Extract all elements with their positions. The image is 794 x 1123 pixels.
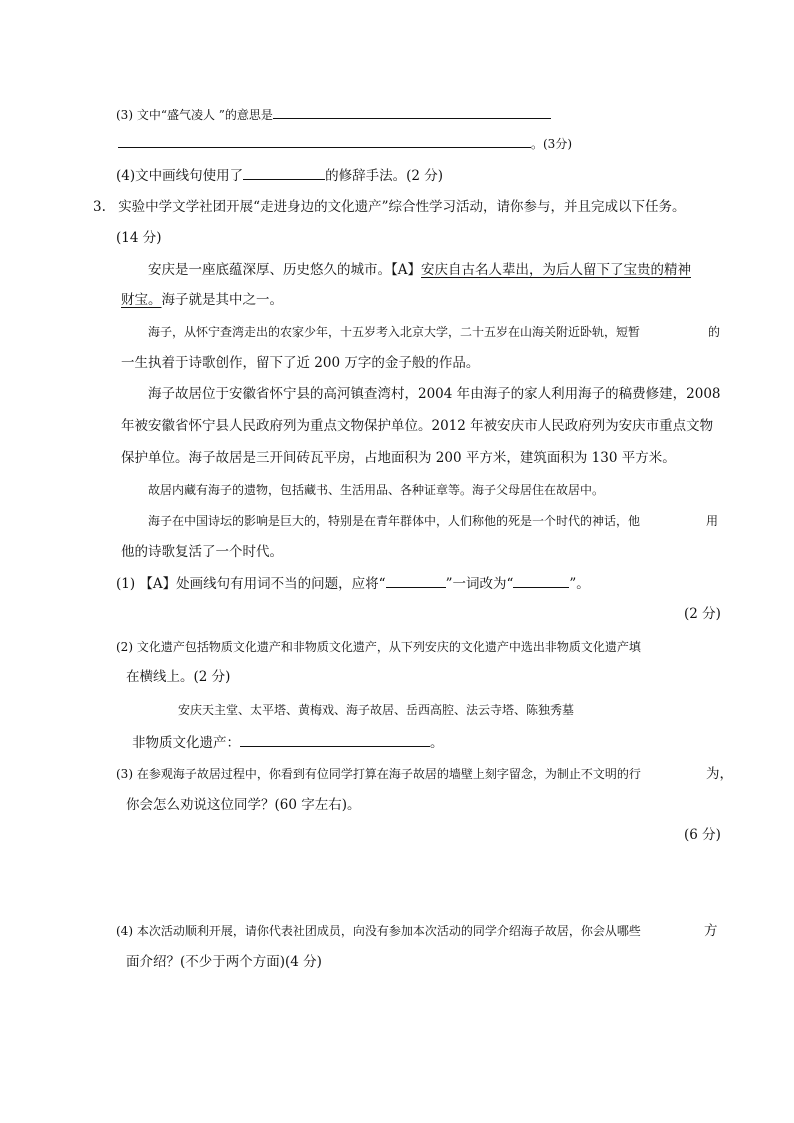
q2-sub4-prefix: (4)文中画线句使用了 (116, 168, 244, 184)
q3-sub4-line-b: 面介绍？(不少于两个方面)(4 分) (126, 954, 322, 970)
q2-sub3-answer-blank-1[interactable] (273, 104, 551, 119)
passage-p5-a-end: 用 (706, 514, 719, 528)
q3-sub1-mid: ”一词改为“ (445, 576, 514, 592)
passage-p1-tail: 海子就是其中之一。 (161, 292, 283, 308)
q3-intro: 实验中学文学社团开展“走进身边的文化遗产”综合性学习活动，请你参与，并且完成以下任务。 (118, 199, 686, 215)
passage-p1-plain: 安庆是一座底蕴深厚、历史悠久的城市。 (148, 262, 391, 278)
passage-p3-c: 保护单位。海子故居是三开间砖瓦平房，占地面积为 200 平方米，建筑面积为 130 平方米。 (121, 450, 676, 466)
q3-sub1-line (116, 575, 590, 593)
passage-p2-a-end: 的 (708, 325, 721, 339)
q2-sub3-line2 (118, 133, 572, 153)
passage-p1-mark: 【A】 (391, 262, 421, 278)
q3-score: (14 分) (116, 230, 162, 246)
q3-sub2-options: 安庆天主堂、太平塔、黄梅戏、海子故居、岳西高腔、法云寺塔、陈独秀墓 (178, 703, 575, 717)
passage-p1-line2 (121, 291, 283, 309)
q3-sub2-line-a: (2) 文化遗产包括物质文化遗产和非物质文化遗产，从下列安庆的文化遗产中选出非物质文化遗产填 (116, 640, 641, 654)
q3-intro-line (93, 198, 686, 216)
passage-p3-a: 海子故居位于安徽省怀宁县的高河镇查湾村，2004 年由海子的家人利用海子的稿费修建，2008 (148, 386, 721, 402)
q3-sub3-line-b: 你会怎么劝说这位同学？(60 字左右)。 (126, 797, 361, 813)
q3-sub2-answer-blank[interactable] (240, 732, 430, 747)
q3-sub2-line-b: 在横线上。(2 分) (126, 669, 231, 685)
passage-p1-underlined-b: 财宝。 (121, 292, 162, 308)
q3-sub3-line-a: (3) 在参观海子故居过程中，你看到有位同学打算在海子故居的墙壁上刻字留念，为制止不文明的行 (116, 767, 641, 781)
passage-p2-b: 一生执着于诗歌创作，留下了近 200 万字的金子般的作品。 (121, 355, 480, 371)
q2-sub3-suffix: 。(3分) (531, 137, 572, 151)
q3-sub1-suffix: ”。 (569, 576, 590, 592)
q3-sub2-answer-label: 非物质文化遗产： (132, 735, 240, 751)
q2-sub4-answer-blank[interactable] (243, 165, 325, 180)
q2-sub3-prefix: (3) 文中“盛气凌人 ”的意思是 (116, 108, 273, 122)
passage-p5-a: 海子在中国诗坛的影响是巨大的，特别是在青年群体中，人们称他的死是一个时代的神话，他 (148, 514, 641, 528)
q3-sub1-blank-correct-word[interactable] (513, 575, 569, 588)
passage-p1-underlined-a: 安庆自古名人辈出，为后人留下了宝贵的精神 (421, 262, 691, 278)
q3-sub3-line-a-end: 为， (706, 766, 733, 782)
q3-sub4-line-a-end: 方 (704, 923, 718, 939)
q3-sub1-prefix: (1) 【A】处画线句有用词不当的问题，应将“ (116, 576, 386, 592)
q2-sub3-answer-blank-2[interactable] (118, 133, 531, 148)
q3-sub1-blank-wrong-word[interactable] (386, 575, 446, 588)
passage-p5-b: 他的诗歌复活了一个时代。 (121, 544, 283, 560)
q3-sub4-line-a: (4) 本次活动顺利开展，请你代表社团成员，向没有参加本次活动的同学介绍海子故居，你会从哪些 (116, 924, 641, 938)
q2-sub4-suffix: 的修辞手法。(2 分) (325, 168, 444, 184)
q3-sub2-answer-suffix: 。 (430, 735, 444, 751)
passage-p2-line1 (148, 323, 640, 341)
q3-number: 3. (93, 199, 106, 215)
q3-sub2-answer-line (132, 732, 444, 752)
q3-sub3-score: (6 分) (684, 827, 721, 843)
passage-p2-a: 海子，从怀宁查湾走出的农家少年，十五岁考入北京大学，二十五岁在山海关附近卧轨，短暂 (148, 325, 641, 339)
passage-p4: 故居内藏有海子的遗物，包括藏书、生活用品、各种证章等。海子父母居住在故居中。 (148, 483, 605, 497)
passage-p1-line1 (148, 261, 691, 279)
q2-sub3-line (116, 104, 551, 124)
passage-p3-b: 年被安徽省怀宁县人民政府列为重点文物保护单位。2012 年被安庆市人民政府列为安庆市重点文物 (121, 418, 714, 434)
q3-sub1-score: (2 分) (684, 606, 721, 622)
q2-sub4-line (116, 165, 443, 185)
